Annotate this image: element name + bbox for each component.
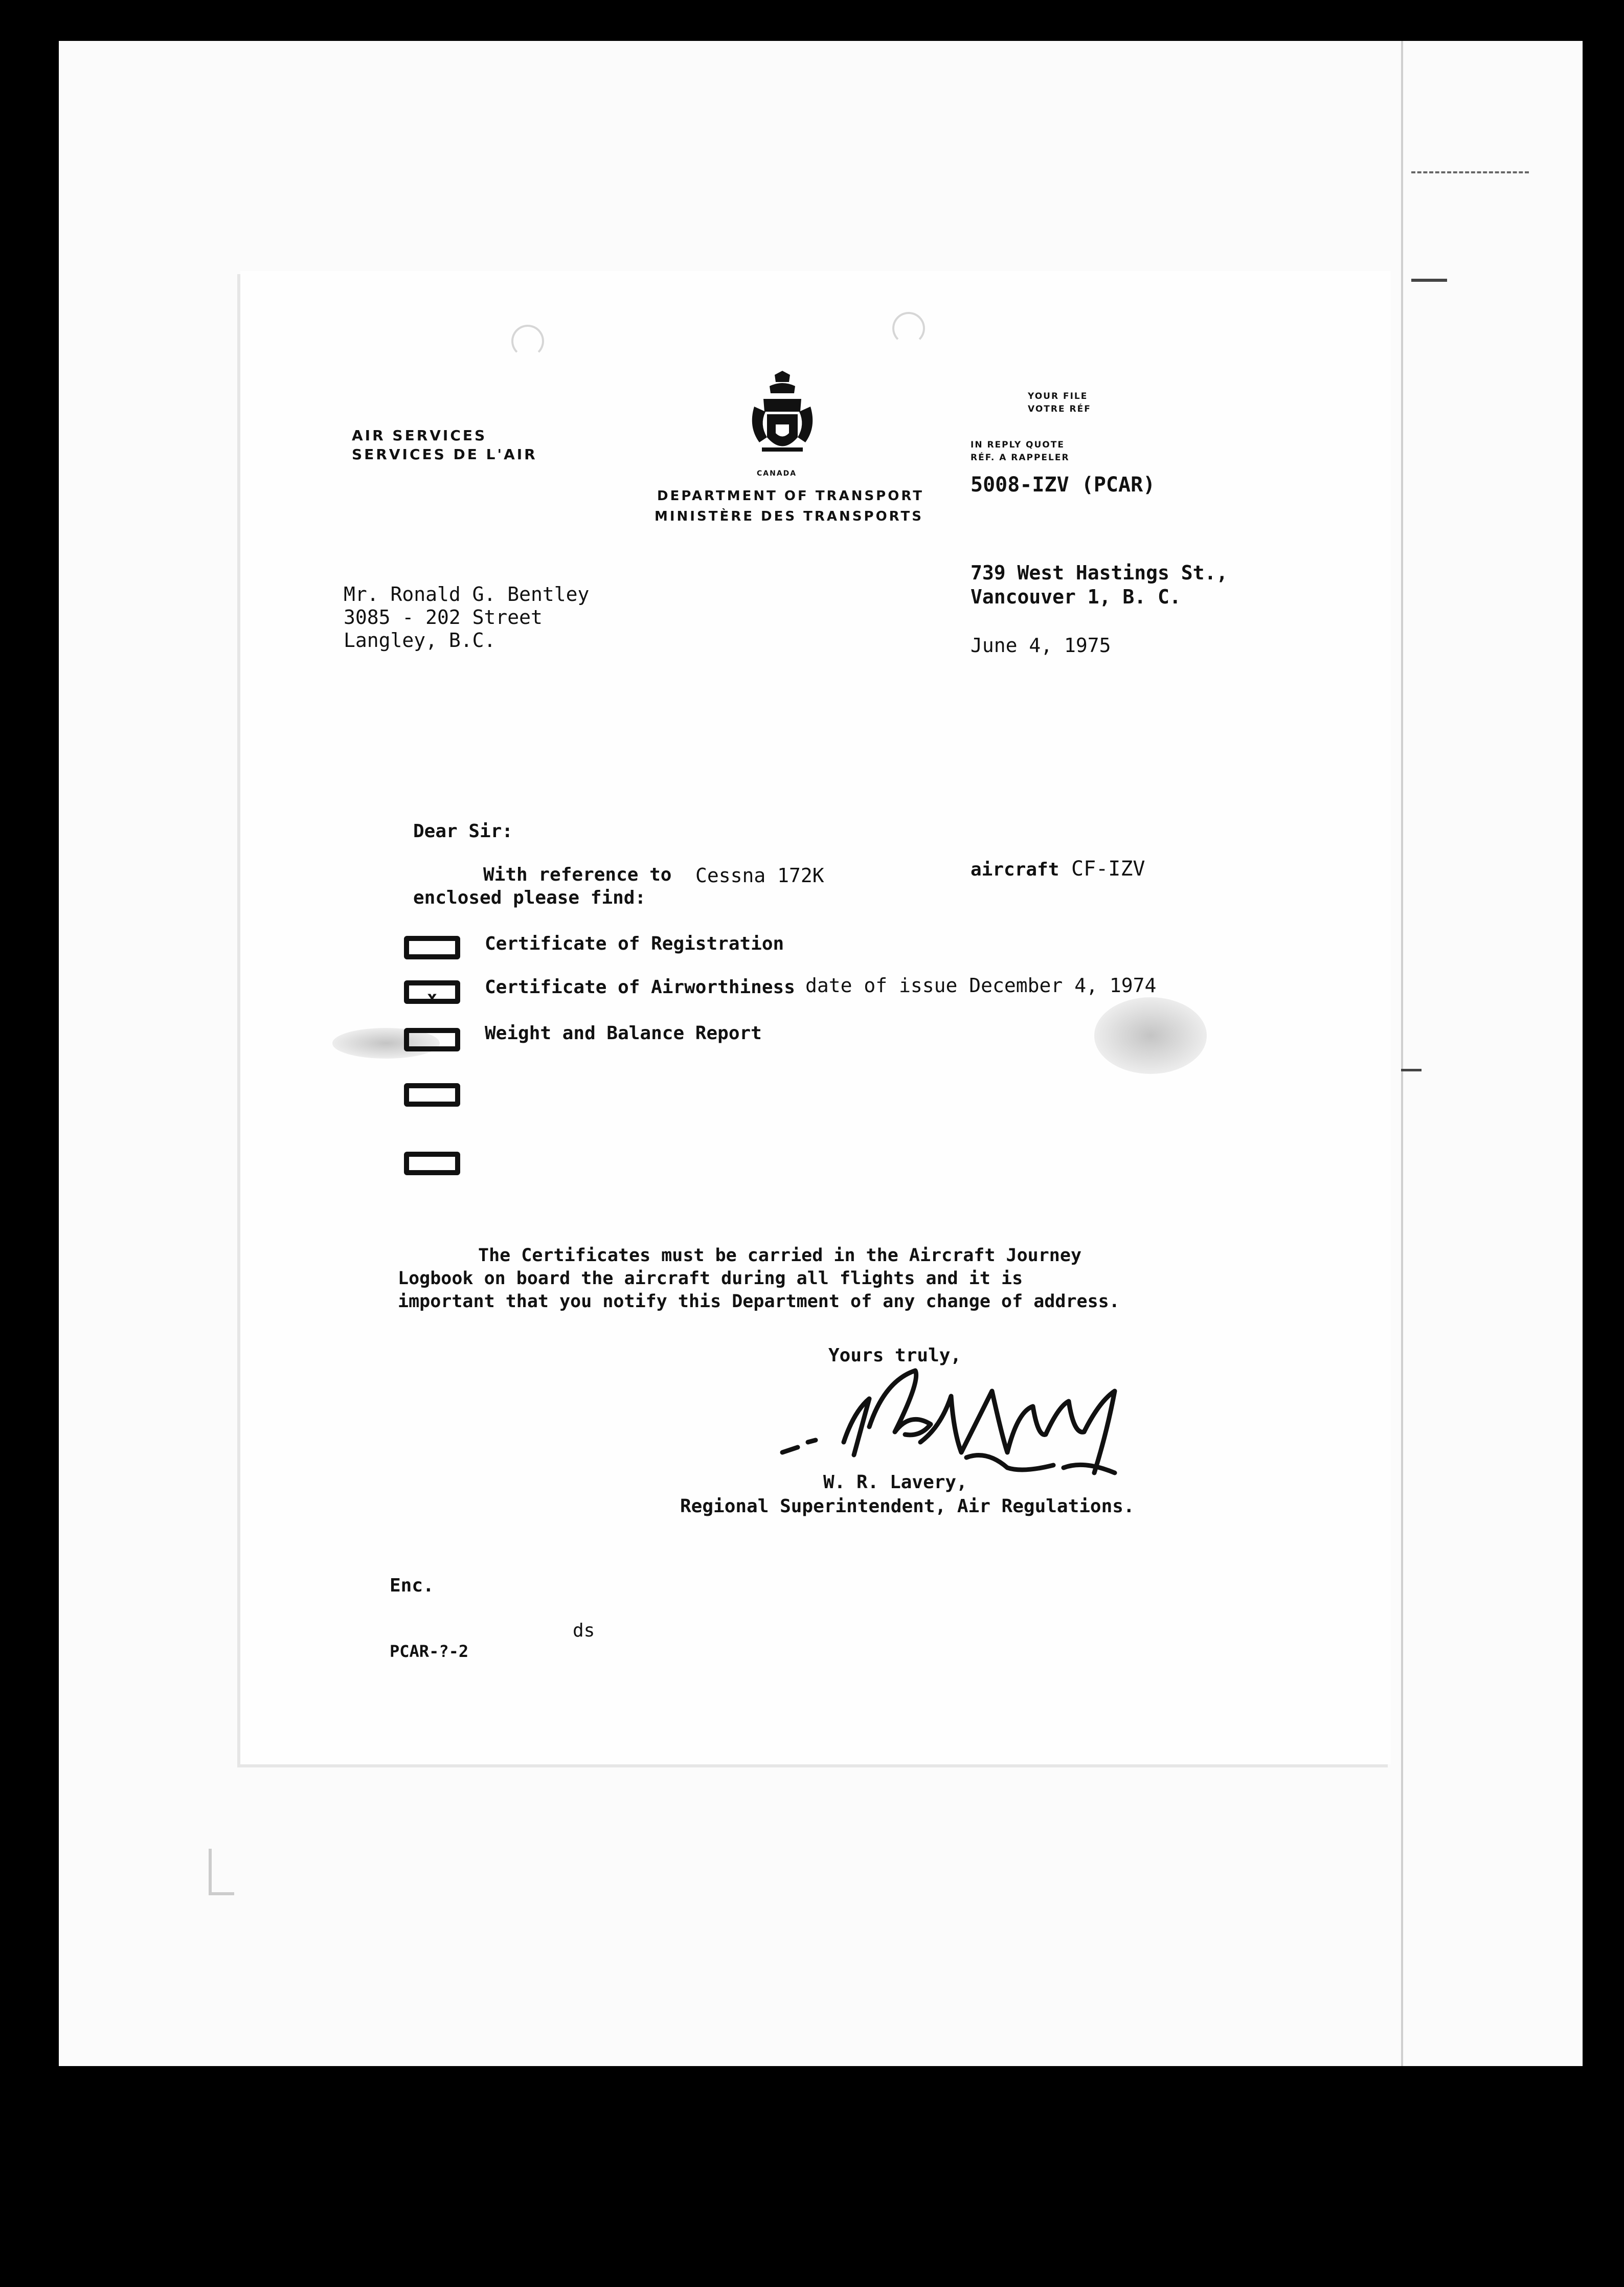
services-de-lair-label: SERVICES DE L'AIR [352, 446, 537, 463]
enclosure-checkbox-3 [404, 1028, 460, 1051]
aircraft-label: aircraft [971, 859, 1059, 880]
body-line-1: The Certificates must be carried in the Aircraft Journey [478, 1245, 1082, 1266]
enclosed-please-find: enclosed please find: [413, 887, 646, 908]
airworthiness-issue-date: date of issue December 4, 1974 [805, 974, 1157, 997]
page-corner-mark [209, 1849, 212, 1895]
aircraft-registration: CF-IZV [1071, 857, 1145, 881]
air-services-label: AIR SERVICES [352, 427, 487, 444]
dept-transport-en: DEPARTMENT OF TRANSPORT [657, 488, 924, 504]
enclosure-label-3: Weight and Balance Report [485, 1023, 762, 1044]
canada-label: CANADA [757, 469, 797, 478]
body-line-2: Logbook on board the aircraft during all flights and it is [398, 1268, 1023, 1289]
your-file-label: YOUR FILE [1028, 391, 1088, 401]
enclosure-notation: Enc. [390, 1575, 434, 1596]
punch-hole-left [511, 325, 544, 357]
enclosure-label-1: Certificate of Registration [485, 933, 784, 954]
enclosure-checkbox-5 [404, 1152, 460, 1175]
in-reply-quote-label: IN REPLY QUOTE [971, 440, 1065, 450]
margin-tick-mark [1401, 1069, 1422, 1071]
votre-ref-label: VOTRE RÉF [1028, 404, 1091, 414]
sender-address-line1: 739 West Hastings St., [971, 562, 1228, 584]
enclosure-check-mark: x [426, 988, 438, 1008]
salutation: Dear Sir: [413, 821, 513, 842]
enclosure-checkbox-4 [404, 1083, 460, 1107]
file-reference: 5008-IZV (PCAR) [971, 473, 1156, 497]
letter-date: June 4, 1975 [971, 634, 1111, 657]
margin-arrow-mark [1411, 279, 1447, 282]
typist-initials: ds [573, 1620, 595, 1641]
reference-lead: With reference to [483, 864, 672, 885]
dept-transport-fr: MINISTÈRE DES TRANSPORTS [655, 509, 923, 524]
canada-coat-of-arms-icon [744, 371, 821, 468]
recipient-name: Mr. Ronald G. Bentley [344, 583, 590, 606]
body-line-3: important that you notify this Department of any change of address. [398, 1291, 1120, 1312]
ref-a-rappeler-label: RÉF. A RAPPELER [971, 453, 1070, 463]
sender-address-line2: Vancouver 1, B. C. [971, 586, 1181, 608]
closing: Yours truly, [828, 1345, 962, 1366]
enclosure-checkbox-1 [404, 936, 460, 959]
punch-hole-right [892, 312, 925, 345]
signatory-title: Regional Superintendent, Air Regulations. [680, 1496, 1135, 1517]
form-code: PCAR-?-2 [390, 1642, 469, 1661]
fold-line [1401, 41, 1403, 2066]
signatory-name: W. R. Lavery, [823, 1472, 967, 1493]
margin-dash-mark [1411, 171, 1529, 175]
handwritten-signature [767, 1350, 1140, 1478]
enclosure-checkbox-2 [404, 980, 460, 1008]
recipient-street: 3085 - 202 Street [344, 606, 543, 629]
page-corner-mark-base [209, 1892, 234, 1895]
aircraft-model: Cessna 172K [695, 864, 824, 887]
recipient-city: Langley, B.C. [344, 629, 496, 652]
enclosure-label-2: Certificate of Airworthiness [485, 977, 795, 998]
smudge-right [1094, 997, 1207, 1074]
